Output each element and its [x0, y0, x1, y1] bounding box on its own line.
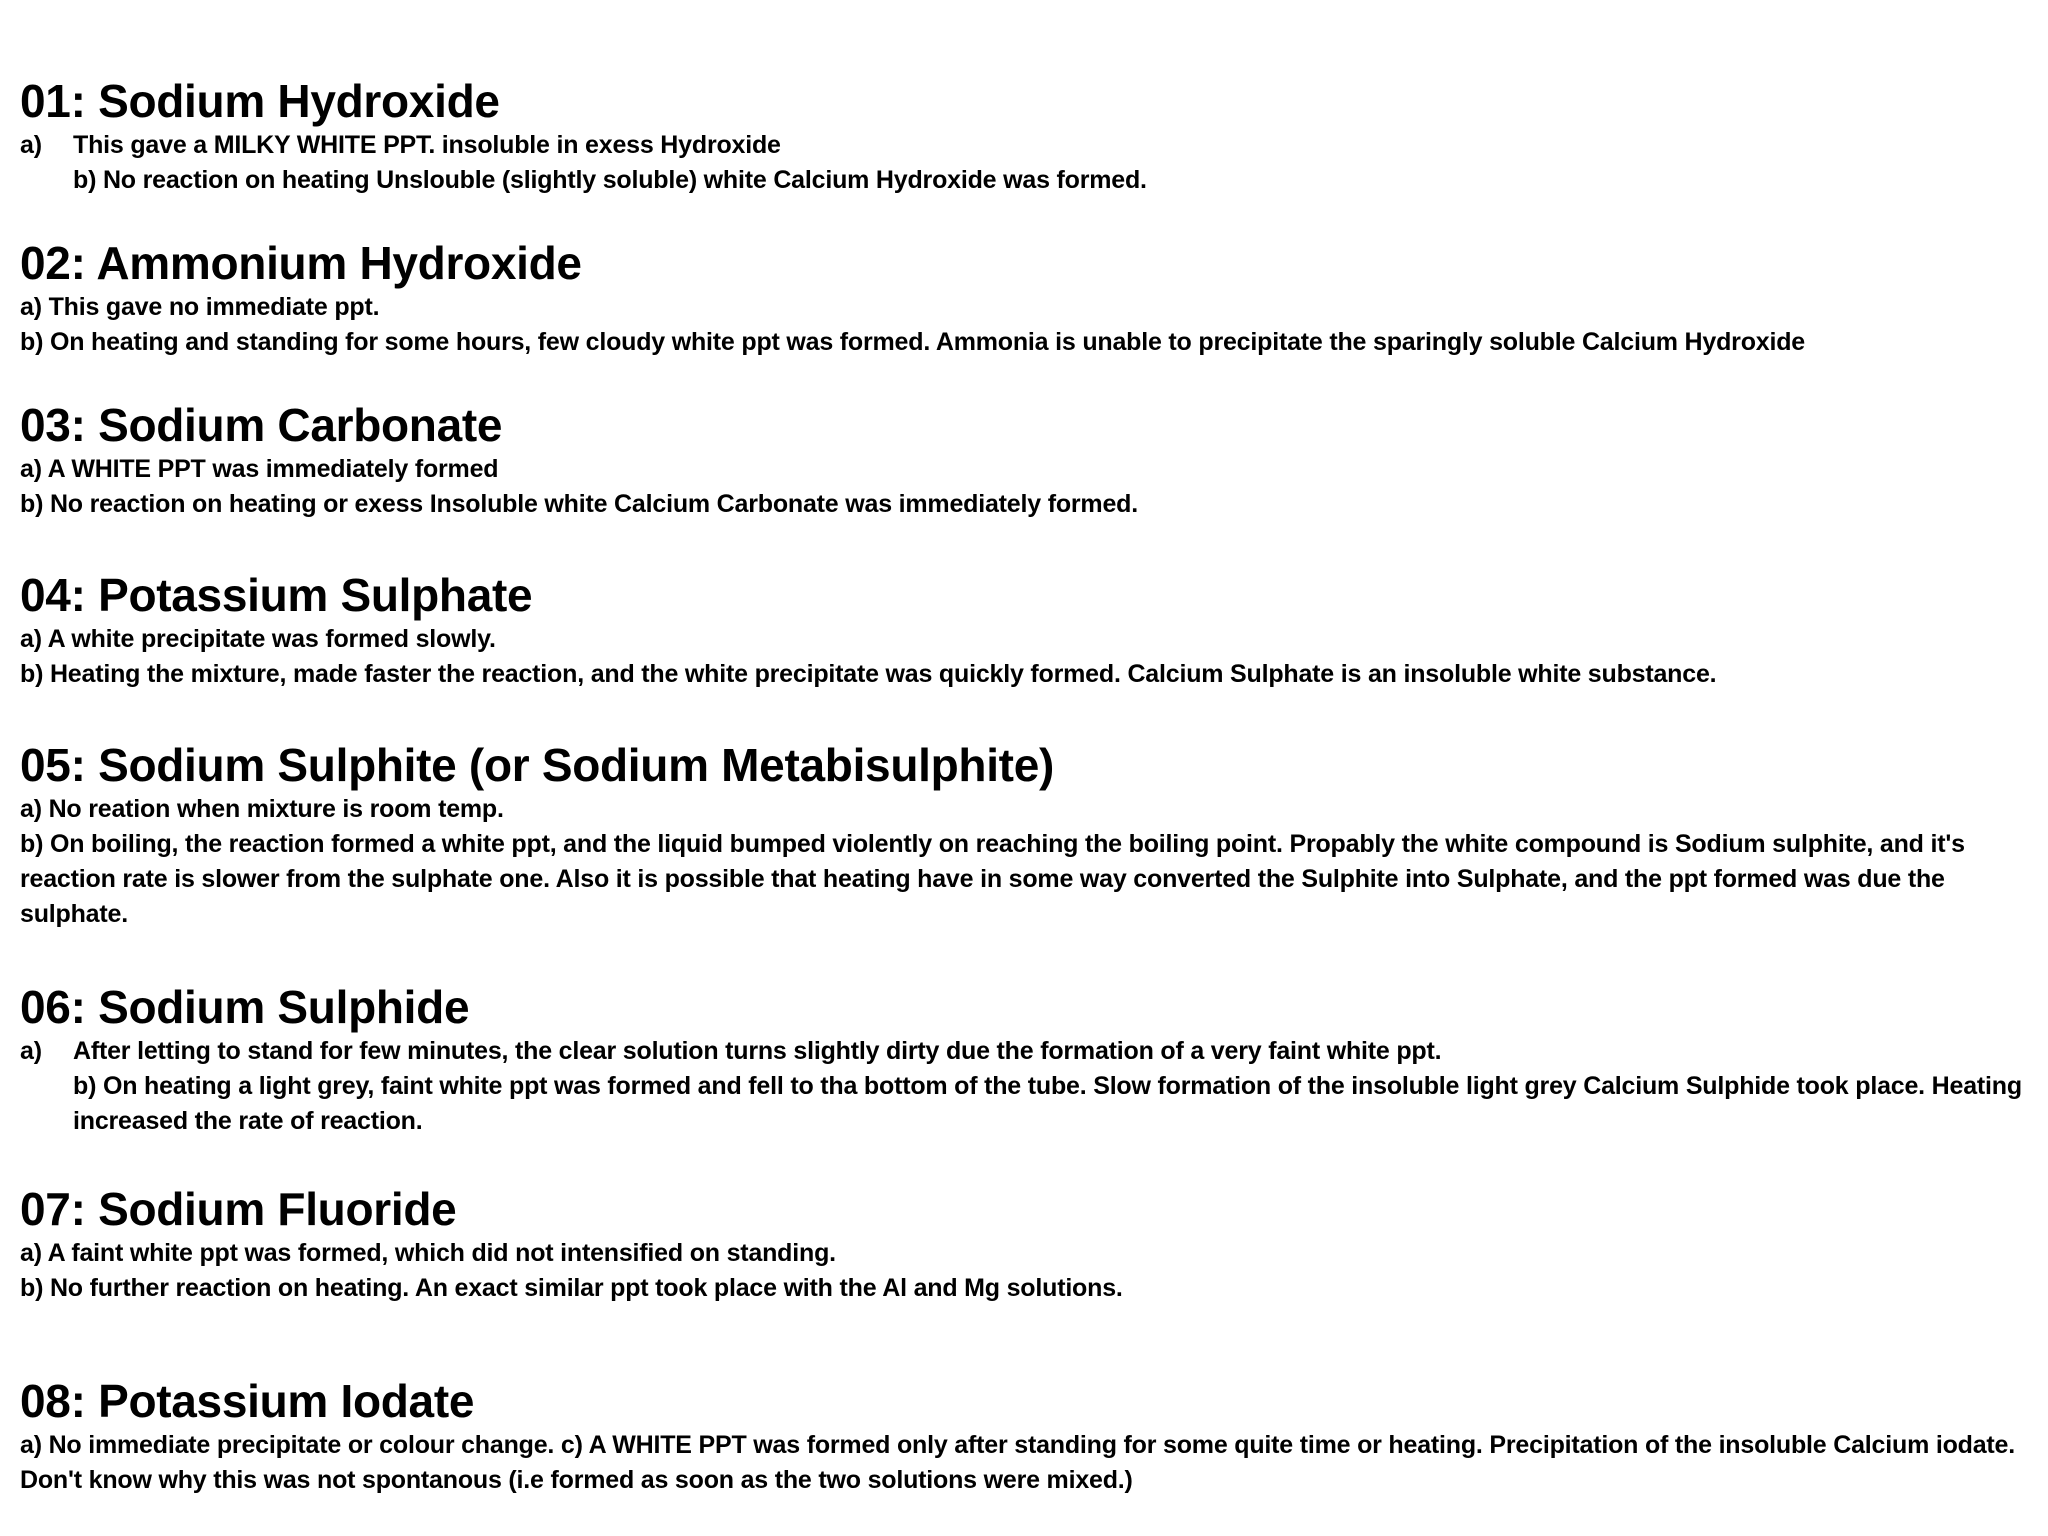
section-potassium-iodate [20, 1374, 2030, 1498]
list-marker: a) [20, 1037, 42, 1065]
section-sodium-sulphide [20, 980, 2030, 1139]
observation-a [20, 128, 2030, 163]
section-sodium-hydroxide [20, 74, 2030, 198]
section-heading: 01: Sodium Hydroxide [20, 75, 500, 127]
section-potassium-sulphate [20, 568, 2030, 692]
observation-a: a) A white precipitate was formed slowly. [20, 625, 496, 653]
section-heading: 04: Potassium Sulphate [20, 569, 533, 621]
observation-a: a) No immediate precipitate or colour change. c) A WHITE PPT was formed only after standing for some quite time or heating. Precipitation of the insoluble Calcium iodate. Don't know why this was not spontanous (i.e formed as soon as the two solutions were mixed.) [20, 1431, 2016, 1494]
section-sodium-sulphite [20, 738, 2030, 932]
section-sodium-carbonate [20, 398, 2030, 522]
observation-a: a) A faint white ppt was formed, which did not intensified on standing. [20, 1239, 836, 1267]
observation-b: b) No reaction on heating or exess Insoluble white Calcium Carbonate was immediately formed. [20, 490, 1138, 518]
observation-a: a) No reation when mixture is room temp. [20, 795, 504, 823]
observation-a: a) This gave no immediate ppt. [20, 293, 380, 321]
observation-b: b) Heating the mixture, made faster the reaction, and the white precipitate was quickly formed. Calcium Sulphate is an insoluble white substance. [20, 660, 1717, 688]
observation-b: b) No reaction on heating Unslouble (slightly soluble) white Calcium Hydroxide was formed. [73, 166, 1147, 194]
section-ammonium-hydroxide [20, 236, 2030, 360]
section-heading: 05: Sodium Sulphite (or Sodium Metabisulphite) [20, 739, 1055, 791]
observation-b: b) On heating a light grey, faint white ppt was formed and fell to tha bottom of the tube. Slow formation of the insoluble light grey Calcium Sulphide took place. Heating increased the rate of reaction. [73, 1072, 2022, 1135]
section-heading: 03: Sodium Carbonate [20, 399, 503, 451]
observation-b: b) On boiling, the reaction formed a white ppt, and the liquid bumped violently on reaching the boiling point. Propably the white compound is Sodium sulphite, and it's reaction rate is slower from the sulphate one. Also it is possible that heating have in some way converted the Sulphite into Sulphate, and the ppt formed was due the sulphate. [20, 830, 1965, 928]
list-marker: a) [20, 131, 42, 159]
section-heading: 07: Sodium Fluoride [20, 1183, 457, 1235]
observation-a [20, 1034, 2030, 1069]
observation-a: a) A WHITE PPT was immediately formed [20, 455, 499, 483]
section-sodium-fluoride [20, 1182, 2030, 1306]
section-heading: 06: Sodium Sulphide [20, 981, 470, 1033]
observation-b: b) No further reaction on heating. An exact similar ppt took place with the Al and Mg solutions. [20, 1274, 1123, 1302]
section-heading: 02: Ammonium Hydroxide [20, 237, 582, 289]
section-heading: 08: Potassium Iodate [20, 1375, 475, 1427]
observation-a-text: After letting to stand for few minutes, the clear solution turns slightly dirty due the formation of a very faint white ppt. [73, 1037, 1442, 1065]
observation-a-text: This gave a MILKY WHITE PPT. insoluble in exess Hydroxide [73, 131, 781, 159]
observation-b: b) On heating and standing for some hours, few cloudy white ppt was formed. Ammonia is unable to precipitate the sparingly soluble Calcium Hydroxide [20, 328, 1805, 356]
